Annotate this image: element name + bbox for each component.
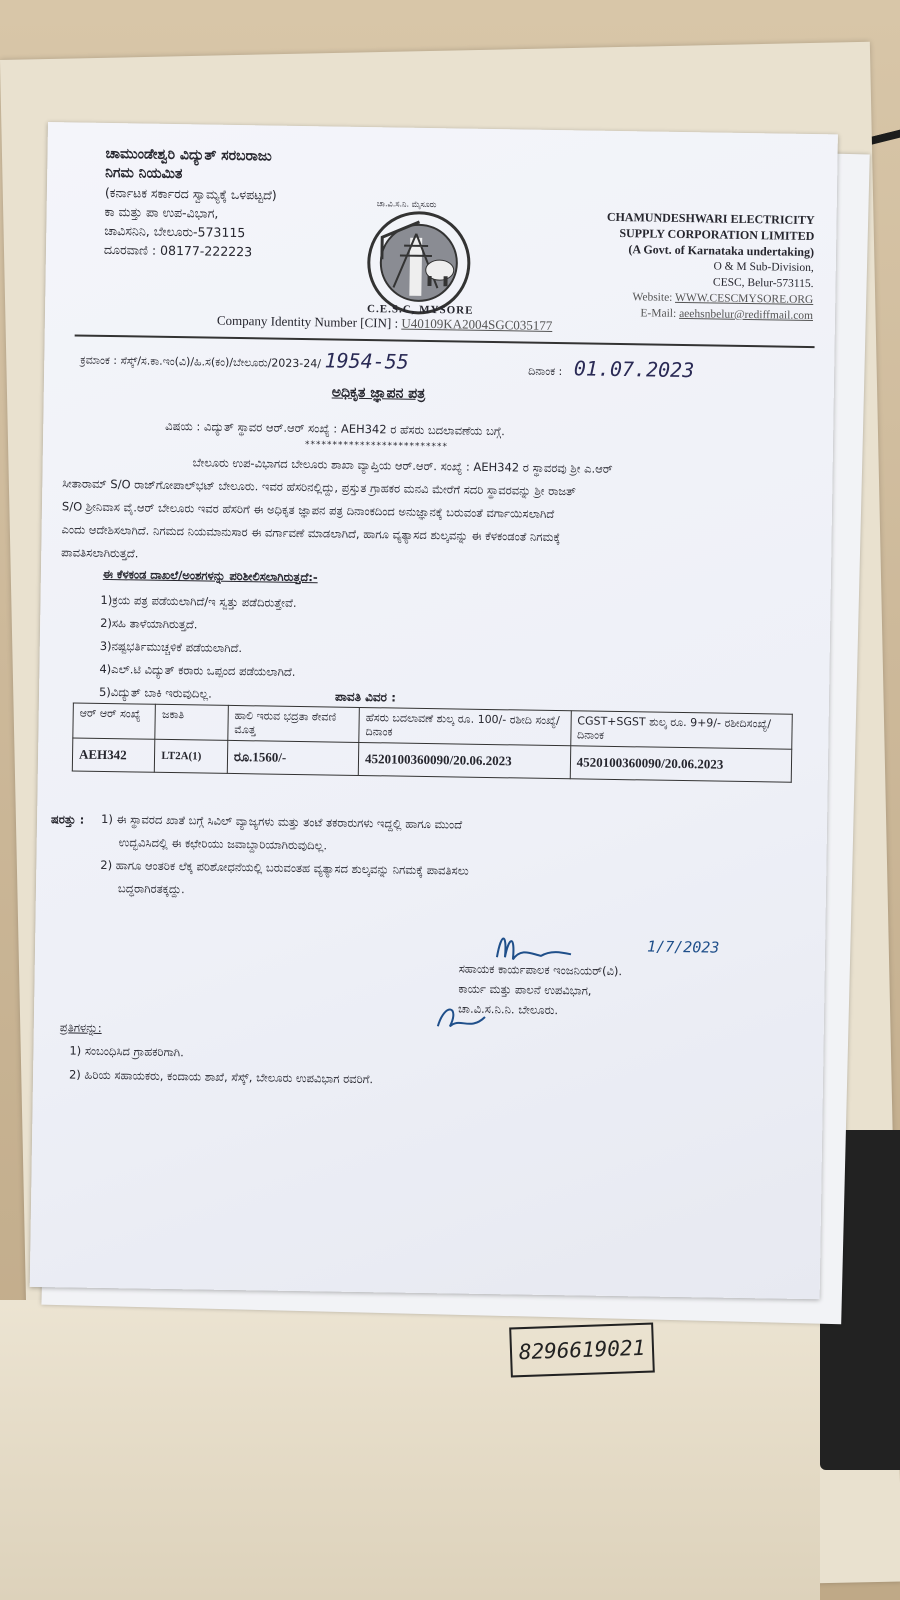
body-line: ಸೀತಾರಾಮ್ S/O ರಾಜ್‌ಗೋಪಾಲ್‌ಭಟ್ ಬೇಲೂರು. ಇವರ ಹೆಸರಿನಲ್ಲಿದ್ದು, ಪ್ರಸ್ತುತ ಗ್ರಾಹಕರ ಮನವಿ ಮೇರೆಗೆ ಸದರಿ ಸ್ಥಾವರವನ್ನು ಶ್ರೀ ರಾಜತ್ — [62, 476, 576, 499]
table-cell-tariff: LT2A(1) — [155, 739, 228, 773]
header-kannada — [104, 145, 278, 262]
header-kn-line: ಚಾವಿಸನಿನಿ, ಬೇಲೂರು-573115 — [104, 222, 246, 241]
folder-cover — [0, 1300, 820, 1600]
subject-line: ವಿಷಯ : ವಿದ್ಯುತ್ ಸ್ಥಾವರ ಆರ್.ಆರ್ ಸಂಖ್ಯೆ : AEH342 ರ ಹೆಸರು ಬದಲಾವಣೆಯ ಬಗ್ಗೆ. — [165, 418, 505, 439]
office-address: CESC, Belur-573115. — [712, 276, 814, 291]
signatory-line: ಚಾ.ವಿ.ಸ.ನಿ.ನಿ. ಬೇಲೂರು. — [458, 1001, 559, 1018]
email-line — [605, 305, 813, 324]
reference-number: 1954-55 — [324, 348, 410, 374]
document-item: 3)ನಷ್ಟಭರ್ತಿಮುಚ್ಚಳಿಕೆ ಪಡೆಯಲಾಗಿದೆ. — [99, 638, 243, 656]
date-line — [528, 356, 694, 383]
website-line — [605, 289, 813, 308]
cin-number: U40109KA2004SGC035177 — [401, 315, 553, 333]
website-link[interactable]: WWW.CESCMYSORE.ORG — [674, 291, 814, 307]
signatory-line: ಸಹಾಯಕ ಕಾರ್ಯಪಾಲಕ ಇಂಜನಿಯರ್(ವಿ). — [458, 961, 623, 979]
table-cell-rr-number: AEH342 — [72, 738, 155, 772]
conditions-label: ಷರತ್ತು : — [50, 812, 85, 827]
payment-heading: ಪಾವತಿ ವಿವರ : — [334, 689, 397, 705]
header-kn-line: ಚಾಮುಂಡೇಶ್ವರಿ ವಿದ್ಯುತ್ ಸರಬರಾಜು — [105, 145, 272, 165]
table-header-cell: ಹಾಲಿ ಇರುವ ಭದ್ರತಾ ಠೇವಣಿ ಮೊತ್ತ — [228, 705, 360, 742]
signature-date: 1/7/2023 — [646, 937, 720, 957]
cesc-logo — [363, 207, 475, 319]
copies-heading: ಪ್ರತಿಗಳನ್ನು: — [59, 1020, 102, 1035]
logo-bottom-text: C.E.S.C, MYSORE — [367, 303, 474, 317]
letter-page — [30, 122, 838, 1299]
reference-label: ಕ್ರಮಾಂಕ : ಸೆಸ್ಕ್/ಸ.ಕಾ.ಇಂ(ವಿ)/ಹಿ.ಸ(ಕಂ)/ಬೇಲೂರು/2023-24/ — [80, 353, 322, 371]
phone-number: 8296619021 — [518, 1335, 646, 1365]
body-line: ಎಂದು ಆದೇಶಿಸಲಾಗಿದೆ. ನಿಗಮದ ನಿಯಮಾನುಸಾರ ಈ ವರ್ಗಾವಣೆ ಮಾಡಲಾಗಿದೆ, ಹಾಗೂ ವ್ಯತ್ಯಾಸದ ಶುಲ್ಕವನ್ನು ಈ ಕೆಳಕಂಡಂತೆ ನಿಗಮಕ್ಕೆ — [61, 522, 561, 545]
condition-line: ಉದ್ಭವಿಸಿದಲ್ಲಿ ಈ ಕಛೇರಿಯು ಜವಾಬ್ದಾರಿಯಾಗಿರುವುದಿಲ್ಲ. — [118, 835, 328, 853]
body-line: ಬೇಲೂರು ಉಪ-ವಿಭಾಗದ ಬೇಲೂರು ಶಾಖಾ ವ್ಯಾಪ್ತಿಯ ಆರ್.ಆರ್. ಸಂಖ್ಯೆ : AEH342 ರ ಸ್ಥಾವರವು ಶ್ರೀ ಎ.ಆರ್ — [192, 455, 613, 476]
table-header-cell: ಆರ್ ಆರ್ ಸಂಖ್ಯೆ — [73, 703, 156, 739]
header-kn-line: ಕಾ ಮತ್ತು ಪಾ ಉಪ-ವಿಭಾಗ, — [104, 203, 219, 221]
handwritten-phone-note — [509, 1323, 655, 1378]
condition-line: ಬದ್ಧರಾಗಿರತಕ್ಕದ್ದು. — [117, 881, 185, 897]
header-kn-line: (ಕರ್ನಾಟಕ ಸರ್ಕಾರದ ಸ್ವಾಮ್ಯಕ್ಕೆ ಒಳಪಟ್ಟದೆ) — [104, 184, 277, 203]
document-item: 2)ಸಹಿ ತಾಳೆಯಾಗಿರುತ್ತದೆ. — [100, 615, 198, 632]
cin-line — [217, 313, 553, 334]
reference-line — [80, 345, 409, 374]
table-cell-deposit: ರೂ.1560/- — [227, 740, 359, 775]
document-item: 1)ಕ್ರಯ ಪತ್ರ ಪಡೆಯಲಾಗಿದೆ/ಇ ಸ್ವತ್ತು ಪಡೆದಿರುತ್ತೇವೆ. — [100, 592, 297, 610]
table-header-cell: ಹೆಸರು ಬದಲಾವಣೆ ಶುಲ್ಕ ರೂ. 100/- ರಶೀದಿ ಸಂಖ್ಯೆ/ದಿನಾಂಕ — [359, 707, 571, 745]
documents-heading: ಈ ಕೆಳಕಂಡ ದಾಖಲೆ/ಅಂಶಗಳನ್ನು ಪರಿಶೀಲಿಸಲಾಗಿರುತ್ತದೆ:- — [102, 566, 318, 585]
copy-item: 1) ಸಂಬಂಧಿಸಿದ ಗ್ರಾಹಕರಿಗಾಗಿ. — [69, 1043, 184, 1060]
document-item: 5)ವಿದ್ಯುತ್ ಬಾಕಿ ಇರುವುದಿಲ್ಲ. — [98, 684, 212, 701]
conditions-list — [100, 808, 470, 906]
website-label: Website: — [632, 291, 673, 304]
copy-item: 2) ಹಿರಿಯ ಸಹಾಯಕರು, ಕಂದಾಯ ಶಾಖೆ, ಸೆಸ್ಕ್, ಬೇಲೂರು ಉಪವಿಭಾಗ ರವರಿಗೆ. — [68, 1067, 374, 1087]
table-cell-name-change-receipt: 4520100360090/20.06.2023 — [358, 742, 570, 778]
cin-label: Company Identity Number [CIN] : — [216, 312, 399, 331]
condition-line: 2) ಹಾಗೂ ಆಂತರಿಕ ಲೆಕ್ಕ ಪರಿಶೋಧನೆಯಲ್ಲಿ ಬರುವಂತಹ ವ್ಯತ್ಯಾಸದ ಶುಲ್ಕವನ್ನು ನಿಗಮಕ್ಕೆ ಪಾವತಿಸಲು — [100, 857, 469, 878]
email-label: E-Mail: — [640, 307, 677, 320]
body-line: S/O ಶ್ರೀನಿವಾಸ ವೈ.ಆರ್ ಬೇಲೂರು ಇವರ ಹೆಸರಿಗೆ ಈ ಅಧಿಕೃತ ಜ್ಞಾಪನ ಪತ್ರ ದಿನಾಂಕದಿಂದ ಅನುಜ್ಞಾನಕ್ಕೆ ಬರುವಂತೆ ವರ್ಗಾಯಿಸಲಾಗಿದೆ — [61, 499, 555, 521]
signatory-line: ಕಾರ್ಯ ಮತ್ತು ಪಾಲನೆ ಉಪವಿಭಾಗ, — [458, 981, 592, 998]
copies-list — [69, 1038, 374, 1091]
separator-stars: ************************** — [304, 440, 449, 453]
initials-mark — [430, 996, 501, 1042]
body-paragraph — [61, 449, 613, 573]
date-value: 01.07.2023 — [573, 356, 695, 383]
documents-list — [99, 589, 297, 707]
document-title: ಅಧಿಕೃತ ಜ್ಞಾಪನ ಪತ್ರ — [331, 384, 426, 402]
date-label: ದಿನಾಂಕ : — [528, 364, 563, 379]
header-en-line: (A Govt. of Karnataka undertaking) — [628, 242, 815, 260]
header-english — [605, 209, 814, 324]
condition-line: 1) ಈ ಸ್ಥಾವರದ ಖಾತೆ ಬಗ್ಗೆ ಸಿವಿಲ್ ವ್ಯಾಜ್ಯಗಳು ಮತ್ತು ತಂಟೆ ತಕರಾರುಗಳು ಇದ್ದಲ್ಲಿ ಹಾಗೂ ಮುಂದೆ — [100, 811, 463, 832]
table-cell-gst-receipt: 4520100360090/20.06.2023 — [570, 746, 792, 782]
document-item: 4)ಎಲ್.ಟಿ ವಿದ್ಯುತ್ ಕರಾರು ಒಪ್ಪಂದ ಪಡೆಯಲಾಗಿದೆ. — [99, 661, 296, 679]
header-en-line: SUPPLY CORPORATION LIMITED — [619, 225, 815, 244]
header-kn-line: ದೂರವಾಣಿ : 08177-222223 — [103, 241, 253, 260]
email-link[interactable]: aeehsnbelur@rediffmail.com — [679, 307, 814, 323]
table-header-cell: CGST+SGST ಶುಲ್ಕ ರೂ. 9+9/- ರಶೀದಿಸಂಖ್ಯೆ/ದಿನಾಂಕ — [570, 711, 792, 749]
logo-top-text: ಚಾ.ವಿ.ಸ.ನಿ. ಮೈಸೂರು — [376, 199, 437, 210]
payment-table — [72, 702, 793, 782]
body-line: ಪಾವತಿಸಲಾಗಿರುತ್ತದೆ. — [61, 545, 139, 561]
header-kn-line: ನಿಗಮ ನಿಯಮಿತ — [105, 164, 183, 183]
subdivision: O & M Sub-Division, — [713, 260, 814, 275]
header-en-line: CHAMUNDESHWARI ELECTRICITY — [606, 209, 815, 228]
table-header-cell: ಜಕಾತಿ — [155, 704, 228, 740]
